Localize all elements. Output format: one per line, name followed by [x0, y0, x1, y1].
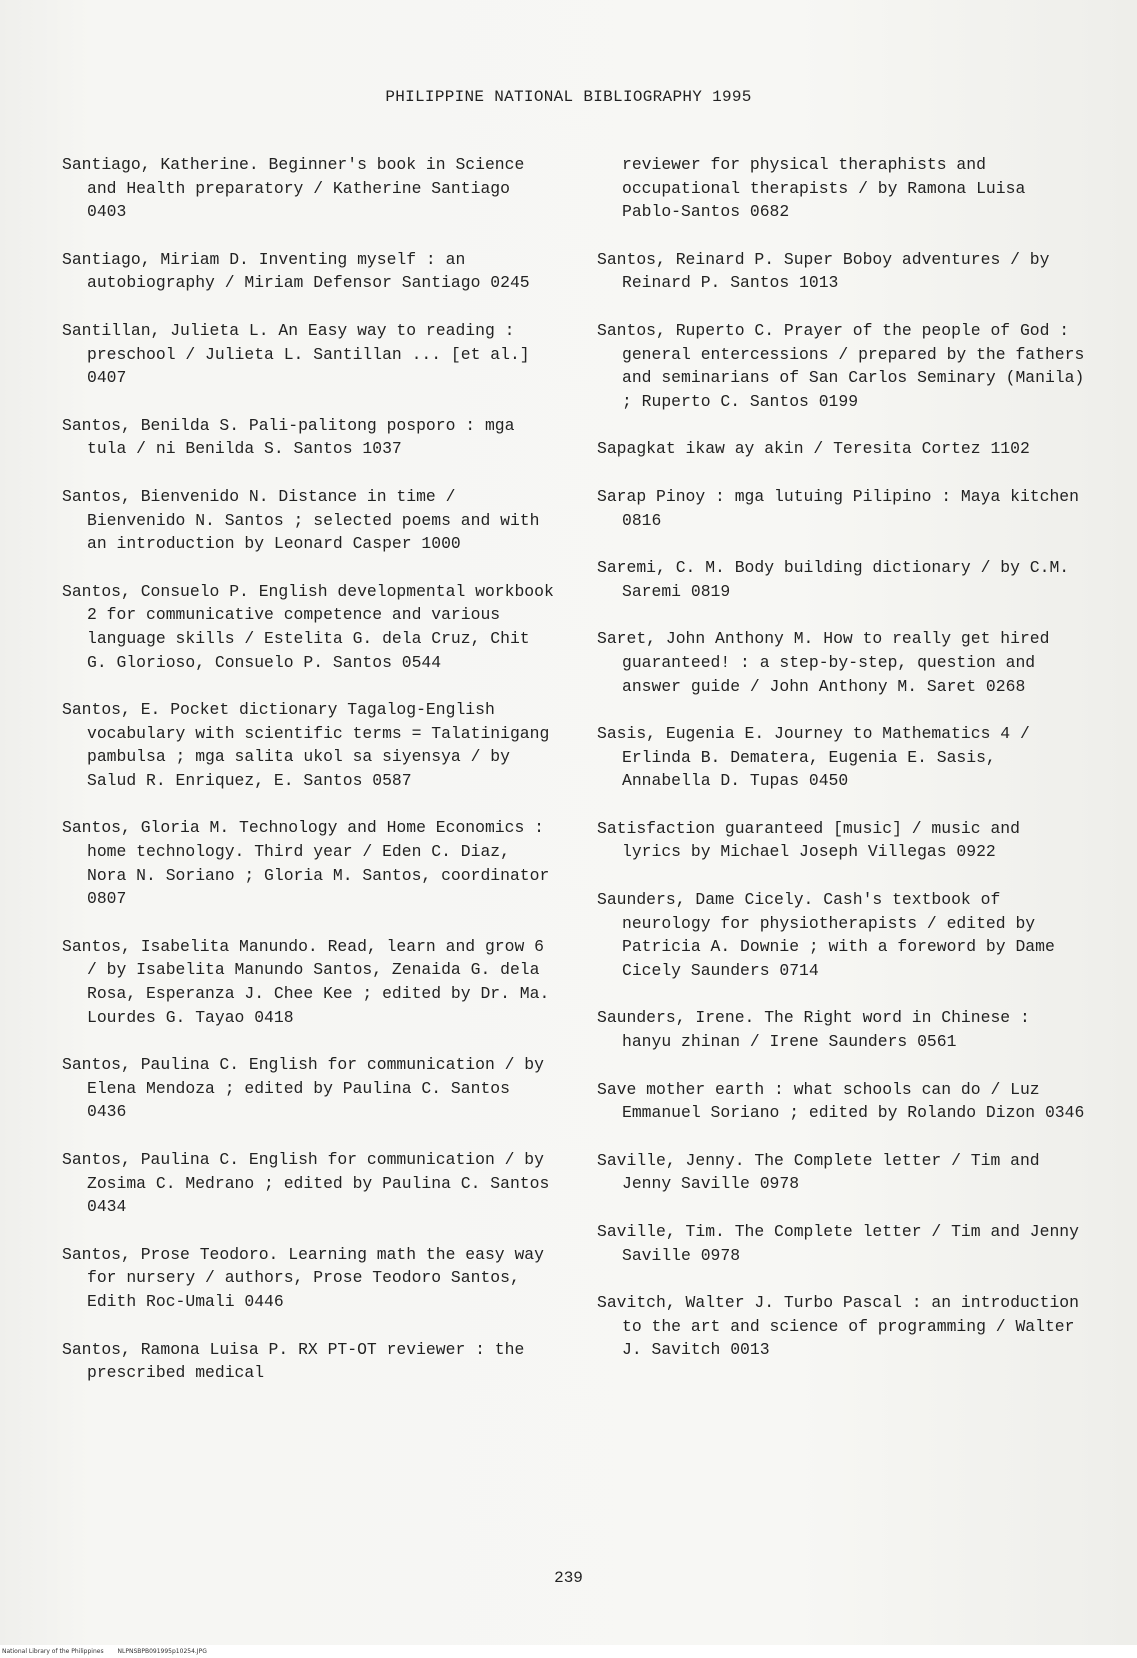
- page-number: 239: [554, 1569, 583, 1587]
- bib-entry: Santos, Ruperto C. Prayer of the people of God : general entercessions / prepared by the fathers and seminarians of San Carlos Seminary (Manila) ; Ruperto C. Santos 0199: [597, 320, 1085, 411]
- footer-file: NLPNSBPB091995p10254.JPG: [117, 1648, 207, 1655]
- bib-entry: Saunders, Dame Cicely. Cash's textbook of neurology for physiotherapists / edited by Patricia A. Downie ; with a foreword by Dame Cicely Saunders 0714: [597, 890, 1055, 980]
- bib-entry: Saunders, Irene. The Right word in Chinese : hanyu zhinan / Irene Saunders 0561: [597, 1008, 1030, 1052]
- bib-entry: Santos, E. Pocket dictionary Tagalog-English vocabulary with scientific terms = Talatinigang pambulsa ; mga salita ukol sa siyensya / by Salud R. Enriquez, E. Santos 0587: [62, 700, 550, 790]
- bib-entry: Sarap Pinoy : mga lutuing Pilipino : Maya kitchen 0816: [597, 486, 1079, 530]
- bib-entry: Santos, Consuelo P. English developmental workbook 2 for communicative competence and various language skills / Estelita G. dela Cruz, Chit G. Glorioso, Consuelo P. Santos 0544: [62, 581, 554, 672]
- left-column: [62, 153, 557, 1409]
- footer-library: National Library of the Philippines: [2, 1648, 104, 1655]
- bib-entry: Santos, Paulina C. English for communication / by Zosima C. Medrano ; edited by Paulina C. Santos 0434: [62, 1150, 550, 1217]
- bib-entry: Santillan, Julieta L. An Easy way to reading : preschool / Julieta L. Santillan ... [et al.] 0407: [62, 320, 530, 388]
- bib-entry: Santos, Reinard P. Super Boboy adventures / by Reinard P. Santos 1013: [597, 249, 1050, 293]
- bib-entry: Santiago, Miriam D. Inventing myself : an autobiography / Miriam Defensor Santiago 0245: [62, 249, 530, 293]
- bib-entry: Saville, Jenny. The Complete letter / Tim and Jenny Saville 0978: [597, 1150, 1040, 1194]
- bib-entry: Saville, Tim. The Complete letter / Tim and Jenny Saville 0978: [597, 1222, 1079, 1265]
- bib-entry-continuation: reviewer for physical theraphists and occupational therapists / by Ramona Luisa Pablo-Santos 0682: [622, 155, 1026, 222]
- bib-entry: Santos, Isabelita Manundo. Read, learn and grow 6 / by Isabelita Manundo Santos, Zenaida G. dela Rosa, Esperanza J. Chee Kee ; edited by Dr. Ma. Lourdes G. Tayao 0418: [62, 936, 550, 1027]
- bib-entry: Santiago, Katherine. Beginner's book in Science and Health preparatory / Katherine Santiago 0403: [62, 155, 525, 222]
- bib-entry: Savitch, Walter J. Turbo Pascal : an introduction to the art and science of programming / Walter J. Savitch 0013: [597, 1293, 1079, 1360]
- bib-entry: Sapagkat ikaw ay akin / Teresita Cortez 1102: [597, 439, 1030, 459]
- page-header: PHILIPPINE NATIONAL BIBLIOGRAPHY 1995: [385, 88, 752, 106]
- bib-entry: Satisfaction guaranteed [music] / music and lyrics by Michael Joseph Villegas 0922: [597, 818, 1020, 862]
- bib-entry: Santos, Gloria M. Technology and Home Economics : home technology. Third year / Eden C. Diaz, Nora N. Soriano ; Gloria M. Santos, coordinator 0807: [62, 818, 550, 909]
- bib-entry: Save mother earth : what schools can do / Luz Emmanuel Soriano ; edited by Rolando Dizon 0346: [597, 1079, 1085, 1123]
- bib-entry: Santos, Benilda S. Pali-palitong posporo : mga tula / ni Benilda S. Santos 1037: [62, 415, 515, 459]
- bib-entry: Saremi, C. M. Body building dictionary / by C.M. Saremi 0819: [597, 558, 1070, 601]
- scan-footer: [0, 1645, 1137, 1658]
- bib-entry: Santos, Bienvenido N. Distance in time / Bienvenido N. Santos ; selected poems and with an introduction by Leonard Casper 1000: [62, 486, 540, 554]
- bib-entry: Santos, Paulina C. English for communication / by Elena Mendoza ; edited by Paulina C. Santos 0436: [62, 1055, 544, 1122]
- right-column: [597, 153, 1087, 1386]
- bib-entry: Santos, Prose Teodoro. Learning math the easy way for nursery / authors, Prose Teodoro Santos, Edith Roc-Umali 0446: [62, 1244, 544, 1311]
- bib-entry: Saret, John Anthony M. How to really get hired guaranteed! : a step-by-step, question and answer guide / John Anthony M. Saret 0268: [597, 629, 1050, 696]
- bib-entry: Sasis, Eugenia E. Journey to Mathematics 4 / Erlinda B. Dematera, Eugenia E. Sasis, Annabella D. Tupas 0450: [597, 724, 1030, 791]
- bib-entry: Santos, Ramona Luisa P. RX PT-OT reviewer : the prescribed medical: [62, 1339, 525, 1383]
